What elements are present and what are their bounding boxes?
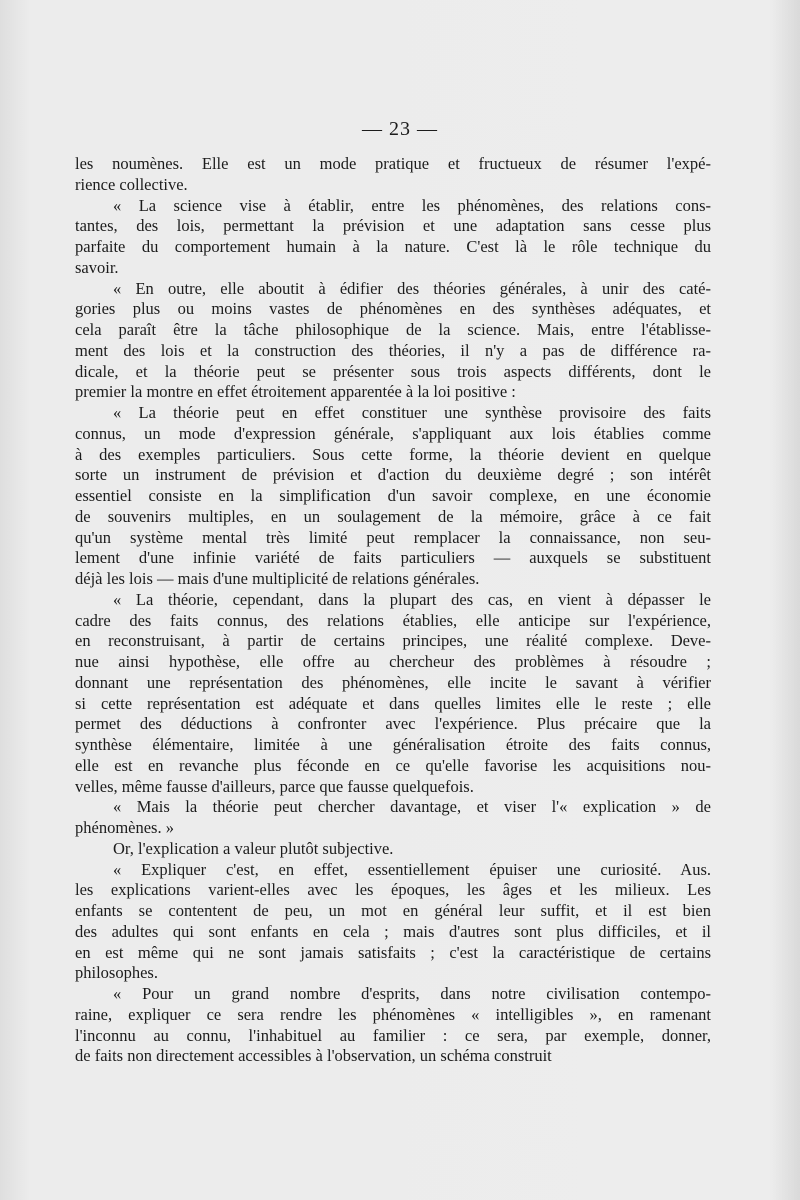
text-line: « La théorie, cependant, dans la plupart des cas, en vient à dépasser le [113, 589, 711, 609]
text-line: donnant une représentation des phénomènes, elle incite le savant à vérifier [75, 672, 711, 692]
paragraph [75, 196, 711, 279]
text-line: nue ainsi hypothèse, elle offre au chercheur des problèmes à résoudre ; [75, 652, 711, 671]
text-line: à des exemples particuliers. Sous cette forme, la théorie devient en quelque [75, 444, 711, 464]
paragraph [75, 797, 711, 839]
paragraph [75, 279, 711, 404]
text-line: sorte un instrument de prévision et d'action du deuxième degré ; son intérêt [75, 465, 711, 485]
text-line: dicale, et la théorie peut se présenter sous trois aspects différents, dont le [75, 361, 711, 381]
text-line: les explications varient-elles avec les époques, les âges et les milieux. Les [75, 880, 711, 900]
text-line: connus, un mode d'expression générale, s'appliquant aux lois établies comme [75, 423, 711, 443]
text-line: Or, l'explication a valeur plutôt subjective. [113, 838, 394, 858]
text-line: qu'un système mental très limité peut remplacer la connaissance, non seu- [75, 527, 711, 547]
text-line: « La théorie peut en effet constituer une synthèse provisoire des faits [113, 403, 711, 422]
page-number: — 23 — [362, 118, 438, 140]
text-line: de faits non directement accessibles à l'observation, un schéma construit [75, 1046, 552, 1066]
text-line: cela paraît être la tâche philosophique de la science. Mais, entre l'établisse- [75, 320, 711, 339]
text-line: parfaite du comportement humain à la nature. C'est là le rôle technique du [75, 237, 711, 256]
paragraph [75, 860, 711, 985]
paragraph [75, 403, 711, 590]
paragraph [75, 154, 711, 196]
text-line: cadre des faits connus, des relations établies, elle anticipe sur l'expérience, [75, 610, 711, 630]
text-line: gories plus ou moins vastes de phénomènes en des synthèses adéquates, et [75, 299, 711, 319]
text-line: permet des déductions à confronter avec l'expérience. Plus précaire que la [75, 714, 711, 734]
text-line: ment des lois et la construction des théories, il n'y a pas de différence ra- [75, 340, 711, 360]
text-line: synthèse élémentaire, limitée à une généralisation étroite des faits connus, [75, 735, 711, 754]
text-line: velles, même fausse d'ailleurs, parce que fausse quelquefois. [75, 776, 474, 796]
text-line: enfants se contentent de peu, un mot en général leur suffit, et il est bien [75, 901, 711, 920]
text-line: essentiel consiste en la simplification d'un savoir complexe, en une économie [75, 486, 711, 505]
text-line: « En outre, elle aboutit à édifier des théories générales, à unir des caté- [113, 278, 711, 298]
text-line: des adultes qui sont enfants en cela ; mais d'autres sont plus difficiles, et il [75, 921, 711, 941]
text-line: phénomènes. » [75, 818, 174, 837]
body-text [75, 154, 711, 1067]
text-line: premier la montre en effet étroitement apparentée à la loi positive : [75, 382, 516, 402]
text-line: déjà les lois — mais d'une multiplicité de relations générales. [75, 569, 480, 588]
paragraph [75, 984, 711, 1067]
paragraph [75, 590, 711, 798]
text-line: lement d'une infinie variété de faits particuliers — auxquels se substituent [75, 548, 711, 568]
text-line: « Pour un grand nombre d'esprits, dans notre civilisation contempo- [113, 984, 711, 1003]
text-line: philosophes. [75, 963, 158, 983]
text-line: en est même qui ne sont jamais satisfaits ; c'est la caractéristique de certains [75, 942, 711, 962]
text-line: « Mais la théorie peut chercher davantage, et viser l'« explication » de [113, 797, 711, 817]
text-line: savoir. [75, 257, 119, 277]
text-line: si cette représentation est adéquate et dans quelles limites elle le reste ; elle [75, 693, 711, 713]
text-line: les noumènes. Elle est un mode pratique et fructueux de résumer l'expé- [75, 154, 711, 173]
paragraph [75, 839, 711, 860]
text-line: « La science vise à établir, entre les phénomènes, des relations cons- [113, 195, 711, 215]
text-line: l'inconnu au connu, l'inhabituel au familier : ce sera, par exemple, donner, [75, 1025, 711, 1045]
text-line: rience collective. [75, 174, 188, 194]
text-line: en reconstruisant, à partir de certains principes, une réalité complexe. Deve- [75, 631, 711, 651]
text-line: elle est en revanche plus féconde en ce qu'elle favorise les acquisitions nou- [75, 755, 711, 775]
text-line: tantes, des lois, permettant la prévision et une adaptation sans cesse plus [75, 216, 711, 236]
text-line: raine, expliquer ce sera rendre les phénomènes « intelligibles », en ramenant [75, 1004, 711, 1024]
text-line: « Expliquer c'est, en effet, essentiellement épuiser une curiosité. Aus. [113, 859, 711, 879]
text-line: de souvenirs multiples, en un soulagement de la mémoire, grâce à ce fait [75, 506, 711, 526]
